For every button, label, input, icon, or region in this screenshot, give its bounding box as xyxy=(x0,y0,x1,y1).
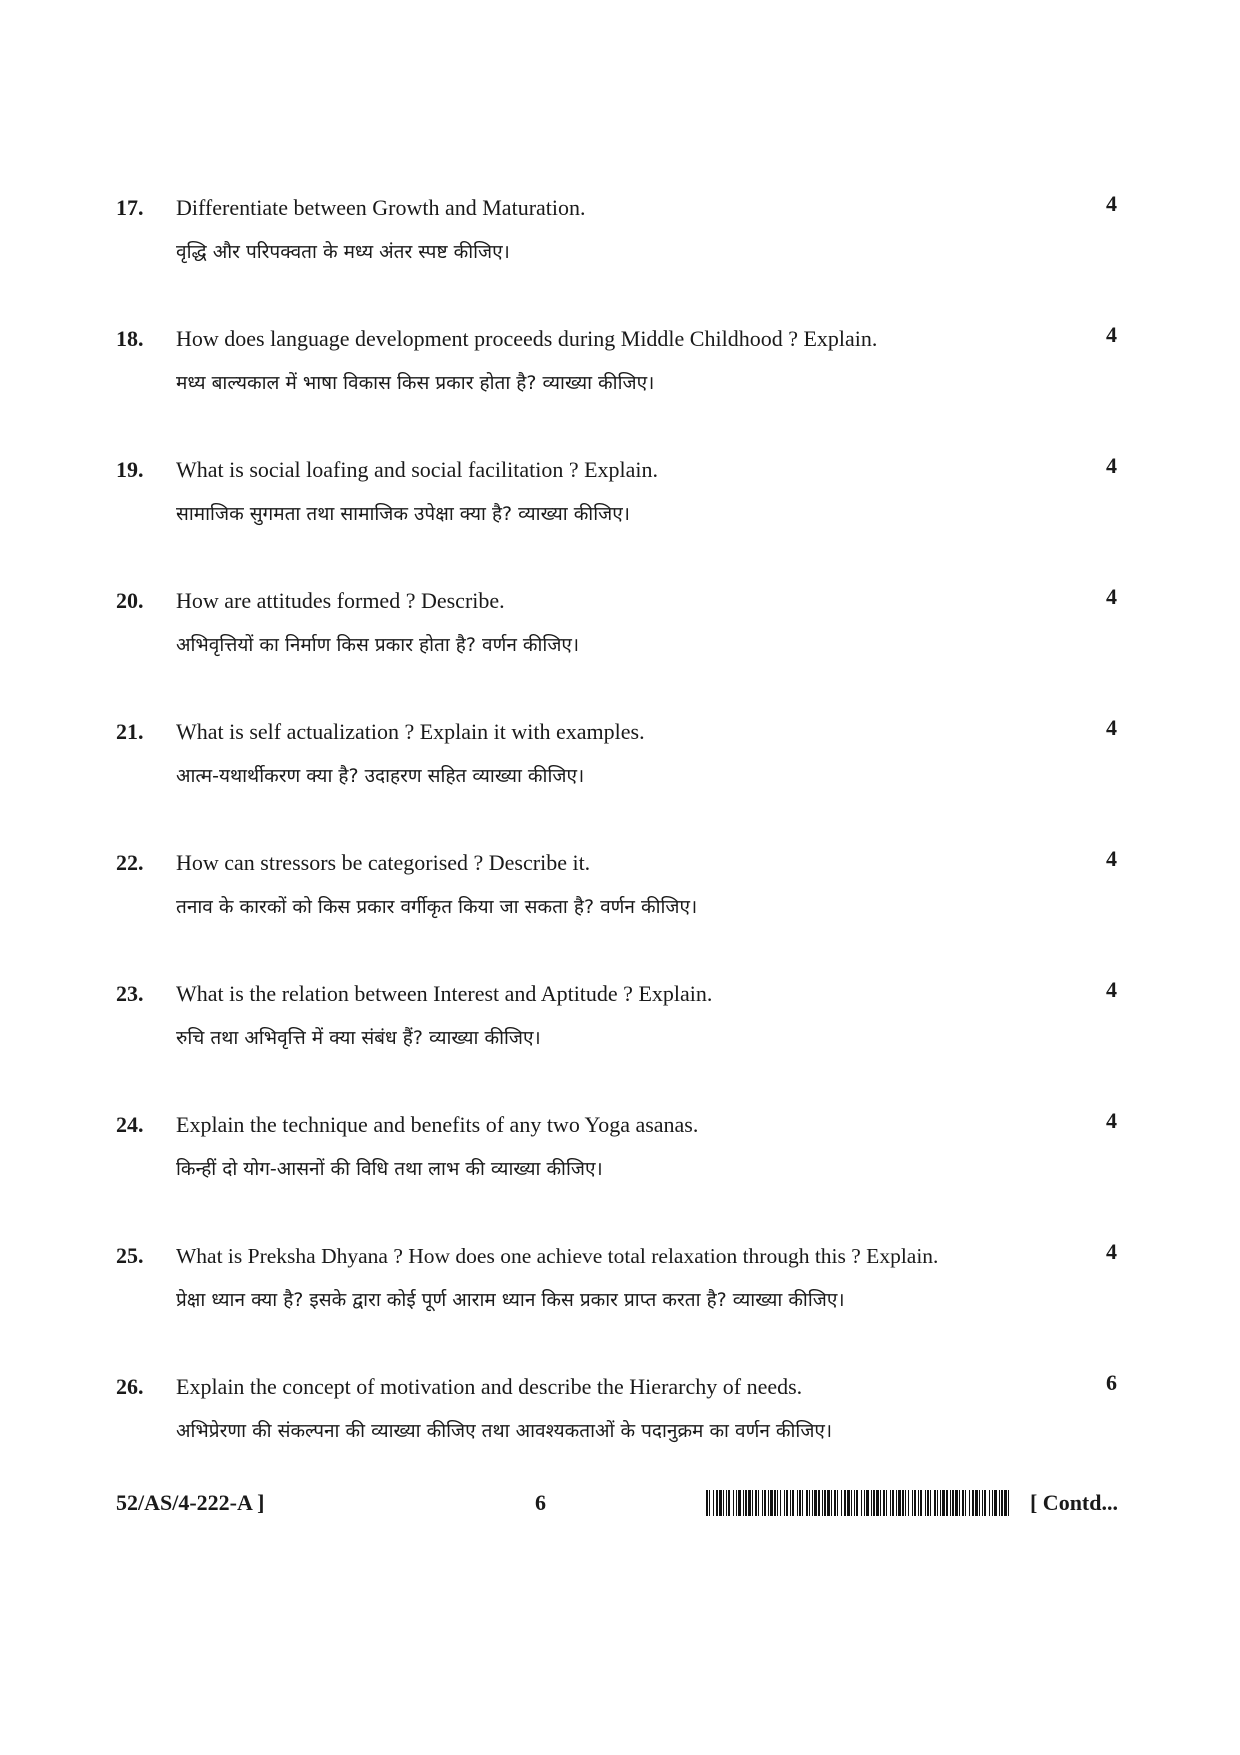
question-text-english: Explain the technique and benefits of any two Yoga asanas. xyxy=(176,1112,699,1137)
question-text-hindi: वृद्धि और परिपक्वता के मध्य अंतर स्पष्ट कीजिए। xyxy=(176,241,510,263)
question-text-english: What is self actualization ? Explain it with examples. xyxy=(176,719,645,744)
question-text-hindi: सामाजिक सुगमता तथा सामाजिक उपेक्षा क्या है? व्याख्या कीजिए। xyxy=(176,503,630,525)
question-text-english: How does language development proceeds during Middle Childhood ? Explain. xyxy=(176,326,878,351)
question-text-hindi: मध्य बाल्यकाल में भाषा विकास किस प्रकार होता है? व्याख्या कीजिए। xyxy=(176,372,655,394)
question-text-hindi: रुचि तथा अभिवृत्ति में क्या संबंध हैं? व्याख्या कीजिए। xyxy=(176,1027,541,1049)
question-19 xyxy=(0,455,1240,555)
question-number: 21. xyxy=(116,719,144,744)
question-marks: 4 xyxy=(1106,584,1117,609)
question-marks: 4 xyxy=(1106,846,1117,871)
question-text-english: How are attitudes formed ? Describe. xyxy=(176,588,505,613)
question-text-hindi: किन्हीं दो योग-आसनों की विधि तथा लाभ की व्याख्या कीजिए। xyxy=(176,1158,603,1180)
question-marks: 4 xyxy=(1106,191,1117,216)
question-number: 22. xyxy=(116,850,144,875)
question-number: 19. xyxy=(116,457,144,482)
page-number: 6 xyxy=(535,1490,546,1515)
question-26 xyxy=(0,1372,1240,1472)
barcode-icon xyxy=(706,1490,1010,1516)
question-number: 23. xyxy=(116,981,144,1006)
question-text-hindi: आत्म-यथार्थीकरण क्या है? उदाहरण सहित व्याख्या कीजिए। xyxy=(176,765,585,787)
question-number: 25. xyxy=(116,1243,144,1268)
question-text-hindi: अभिप्रेरणा की संकल्पना की व्याख्या कीजिए तथा आवश्यकताओं के पदानुक्रम का वर्णन कीजिए। xyxy=(176,1420,833,1442)
question-number: 18. xyxy=(116,326,144,351)
question-text-english: What is the relation between Interest and Aptitude ? Explain. xyxy=(176,981,713,1006)
question-text-english: What is Preksha Dhyana ? How does one achieve total relaxation through this ? Explain. xyxy=(176,1244,939,1268)
question-text-english: What is social loafing and social facilitation ? Explain. xyxy=(176,457,659,482)
question-marks: 4 xyxy=(1106,453,1117,478)
continued-label: [ Contd... xyxy=(1029,1490,1118,1515)
question-text-hindi: तनाव के कारकों को किस प्रकार वर्गीकृत किया जा सकता है? वर्णन कीजिए। xyxy=(176,896,698,918)
question-number: 20. xyxy=(116,588,144,613)
question-text-hindi: अभिवृत्तियों का निर्माण किस प्रकार होता है? वर्णन कीजिए। xyxy=(176,634,580,656)
question-marks: 4 xyxy=(1106,1239,1117,1264)
question-marks: 4 xyxy=(1106,977,1117,1002)
question-text-english: How can stressors be categorised ? Describe it. xyxy=(176,850,591,875)
question-24 xyxy=(0,1110,1240,1210)
question-18 xyxy=(0,324,1240,424)
paper-code: 52/AS/4-222-A ] xyxy=(116,1490,265,1515)
question-text-hindi: प्रेक्षा ध्यान क्या है? इसके द्वारा कोई पूर्ण आराम ध्यान किस प्रकार प्राप्त करता है? व्याख्या कीजिए। xyxy=(176,1289,845,1311)
question-22 xyxy=(0,848,1240,948)
question-20 xyxy=(0,586,1240,686)
question-number: 24. xyxy=(116,1112,144,1137)
question-number: 17. xyxy=(116,195,144,220)
question-17 xyxy=(0,193,1240,293)
page-footer xyxy=(0,1488,1240,1528)
question-marks: 6 xyxy=(1106,1370,1117,1395)
question-marks: 4 xyxy=(1106,322,1117,347)
question-21 xyxy=(0,717,1240,817)
question-25 xyxy=(0,1241,1240,1341)
question-text-english: Explain the concept of motivation and describe the Hierarchy of needs. xyxy=(176,1374,803,1399)
question-number: 26. xyxy=(116,1374,144,1399)
question-23 xyxy=(0,979,1240,1079)
question-text-english: Differentiate between Growth and Maturation. xyxy=(176,195,586,220)
question-marks: 4 xyxy=(1106,1108,1117,1133)
question-marks: 4 xyxy=(1106,715,1117,740)
